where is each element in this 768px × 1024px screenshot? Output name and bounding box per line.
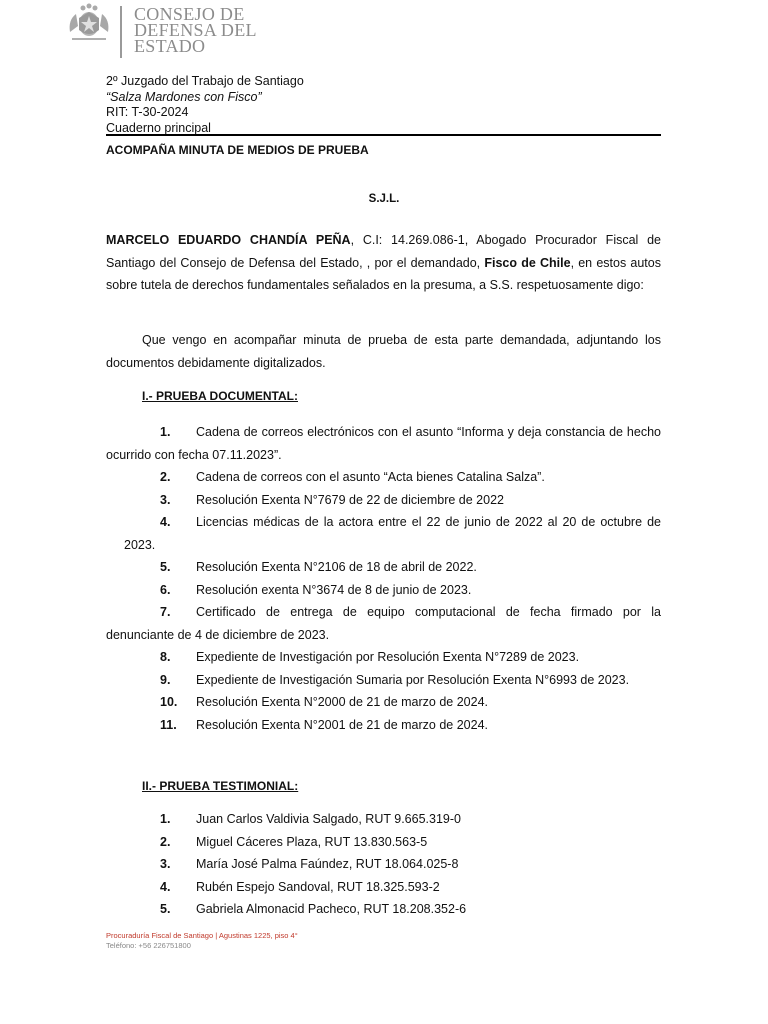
item-text: Expediente de Investigación Sumaria por Resolución Exenta N°6993 de 2023.: [196, 672, 630, 687]
item-number: 5.: [160, 560, 171, 574]
item-text: Miguel Cáceres Plaza, RUT 13.830.563-5: [196, 834, 428, 849]
chile-coat-of-arms-icon: [66, 2, 112, 42]
item-number: 4.: [160, 879, 171, 894]
item-number: 10.: [160, 695, 178, 709]
item-number: 4.: [160, 515, 171, 529]
item-text: Resolución Exenta N°2001 de 21 de marzo de 2024.: [196, 717, 488, 732]
item-number: 7.: [160, 605, 171, 619]
documental-list: [106, 421, 661, 736]
list-item: [106, 853, 661, 876]
item-text: Rubén Espejo Sandoval, RUT 18.325.593-2: [196, 879, 440, 894]
list-item: [106, 601, 661, 646]
list-item: [106, 556, 661, 579]
case-header: [106, 74, 304, 136]
intro-text-a: , C.I: 14.269.086-1, Abogado Procurador Fiscal de Santiago del Consejo de Defensa del Estado, , por el demandado,: [106, 233, 661, 270]
request-paragraph: Que vengo en acompañar minuta de prueba de esta parte demandada, adjuntando los documentos debidamente digitalizados.: [106, 333, 661, 370]
item-number: 1.: [160, 812, 171, 826]
item-text: Resolución Exenta N°2106 de 18 de abril de 2022.: [196, 560, 477, 574]
item-number: 8.: [160, 650, 171, 664]
intro-text-b: , en estos autos sobre tutela de derechos fundamentales señalados en la presuma, a S.S. respetuosamente digo:: [106, 255, 661, 292]
item-number: 2.: [160, 834, 171, 849]
item-number: 11.: [160, 717, 177, 732]
list-item: [106, 669, 661, 692]
case-notebook: Cuaderno principal: [106, 120, 211, 135]
list-item: [106, 691, 661, 714]
item-text: Resolución Exenta N°2000 de 21 de marzo de 2024.: [196, 695, 488, 709]
item-text: Cadena de correos con el asunto “Acta bienes Catalina Salza”.: [196, 470, 545, 484]
logo-wordmark: [134, 6, 257, 54]
list-item: [106, 714, 661, 737]
item-text: María José Palma Faúndez, RUT 18.064.025-8: [196, 857, 459, 871]
item-number: 9.: [160, 672, 171, 687]
list-item: [106, 579, 661, 602]
item-number: 3.: [160, 857, 171, 871]
item-text: Juan Carlos Valdivia Salgado, RUT 9.665.319-0: [196, 812, 461, 826]
list-item: [106, 831, 661, 854]
logo-line: DEFENSA DEL: [134, 20, 257, 40]
party-name: Fisco de Chile: [484, 255, 571, 270]
cde-logo: [66, 2, 266, 58]
item-text: Resolución exenta N°3674 de 8 de junio de 2023.: [196, 582, 472, 597]
item-number: 6.: [160, 582, 171, 597]
item-text: Resolución Exenta N°7679 de 22 de diciembre de 2022: [196, 492, 504, 507]
attorney-name: MARCELO EDUARDO CHANDÍA PEÑA: [106, 233, 351, 247]
salutation: S.J.L.: [368, 193, 400, 205]
document-title: ACOMPAÑA MINUTA DE MEDIOS DE PRUEBA: [106, 143, 369, 157]
footer-phone: Teléfono: +56 226751800: [106, 941, 191, 950]
case-name: “Salza Mardones con Fisco”: [106, 89, 262, 104]
item-text: Gabriela Almonacid Pacheco, RUT 18.208.352-6: [196, 902, 467, 916]
case-rit: RIT: T-30-2024: [106, 105, 189, 119]
item-text: Cadena de correos electrónicos con el asunto “Informa y deja constancia de hecho ocurrido con fecha 07.11.2023”.: [106, 425, 661, 462]
testimonial-heading: II.- PRUEBA TESTIMONIAL:: [142, 779, 299, 793]
list-item: [106, 898, 661, 921]
page-footer: [106, 931, 298, 951]
logo-line: CONSEJO DE: [134, 4, 245, 24]
item-text: Licencias médicas de la actora entre el 22 de junio de 2022 al 20 de octubre de 2023.: [124, 515, 661, 552]
documental-heading: I.- PRUEBA DOCUMENTAL:: [142, 389, 298, 403]
list-item: [106, 646, 661, 669]
list-item: [106, 511, 661, 556]
list-item: [106, 489, 661, 512]
list-item: [106, 876, 661, 899]
logo-line: ESTADO: [134, 36, 206, 56]
list-item: [106, 466, 661, 489]
item-number: 3.: [160, 492, 171, 507]
list-item: [106, 808, 661, 831]
testimonial-list: [106, 808, 661, 921]
item-number: 2.: [160, 470, 171, 484]
list-item: [106, 421, 661, 466]
intro-paragraph: [106, 229, 661, 297]
item-text: Expediente de Investigación por Resolución Exenta N°7289 de 2023.: [196, 650, 580, 664]
logo-divider: [120, 6, 122, 58]
item-text: Certificado de entrega de equipo computacional de fecha firmado por la denunciante de 4 de diciembre de 2023.: [106, 605, 661, 642]
footer-address: Procuraduría Fiscal de Santiago | Agustinas 1225, piso 4°: [106, 931, 298, 940]
item-number: 1.: [160, 425, 171, 439]
header-rule: [106, 134, 661, 136]
item-number: 5.: [160, 902, 171, 916]
court-name: 2º Juzgado del Trabajo de Santiago: [106, 74, 304, 88]
